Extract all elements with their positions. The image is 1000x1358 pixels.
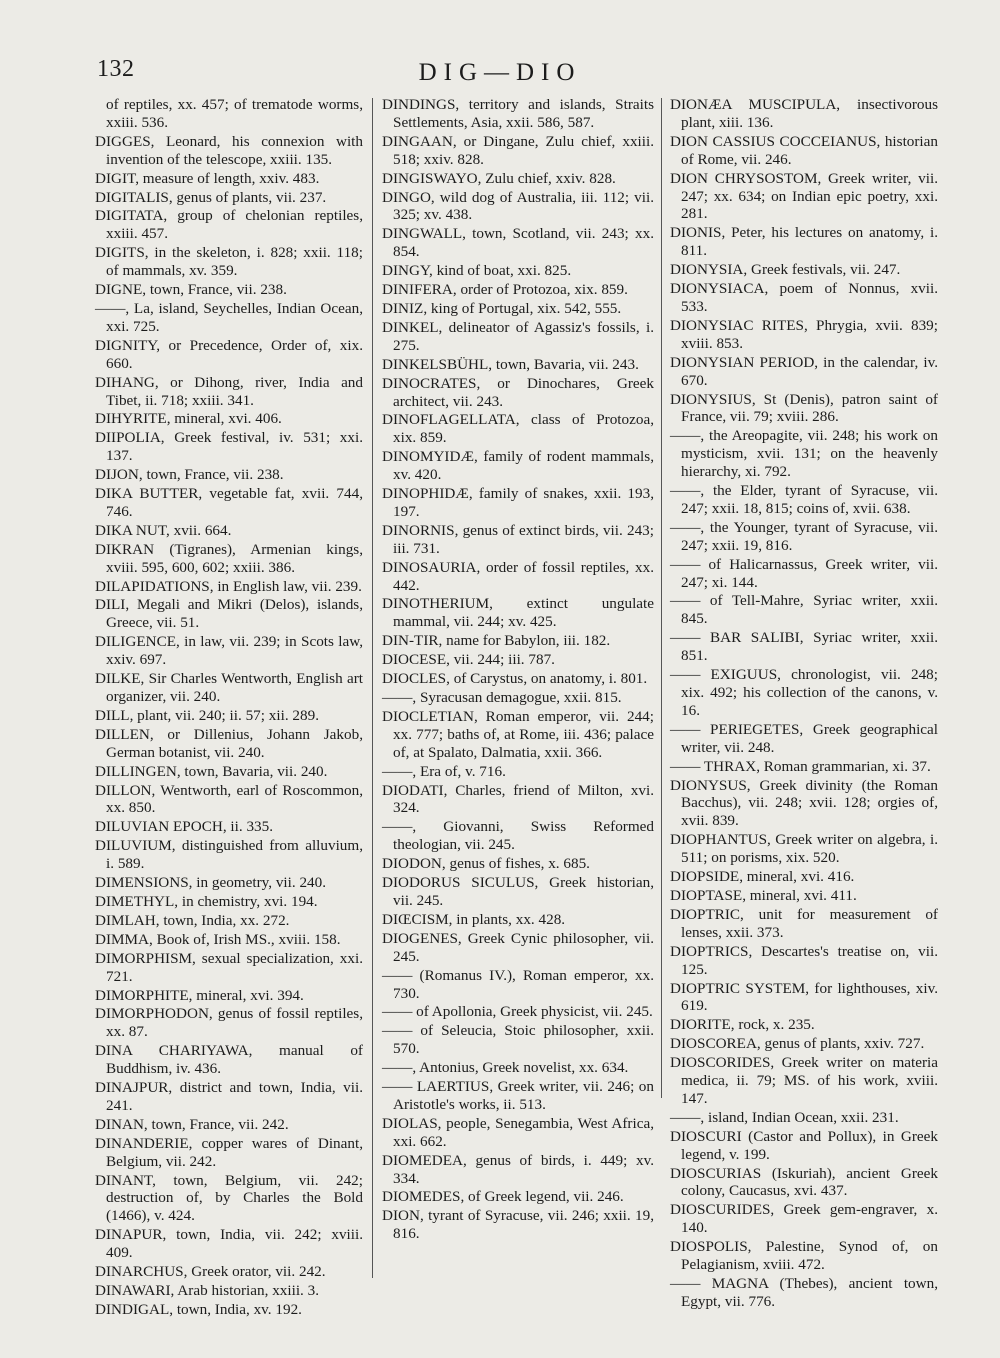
index-entry: DIMMA, Book of, Irish MS., xviii. 158. xyxy=(95,930,341,948)
index-entry: ——, the Younger, tyrant of Syracuse, vii. 247; xxii. 19, 816. xyxy=(670,518,938,554)
index-entry: —— (Romanus IV.), Roman emperor, xx. 730. xyxy=(382,966,654,1002)
index-entry: DILL, plant, vii. 240; ii. 57; xii. 289. xyxy=(95,706,320,724)
index-entry: DINGISWAYO, Zulu chief, xxiv. 828. xyxy=(382,169,616,187)
index-entry: DINANDERIE, copper wares of Dinant, Belgium, vii. 242. xyxy=(95,1134,363,1170)
index-entry: DIGITS, in the skeleton, i. 828; xxii. 118; of mammals, xv. 359. xyxy=(95,244,363,280)
index-entry: —— THRAX, Roman grammarian, xi. 37. xyxy=(670,757,931,775)
index-entry: DILIGENCE, in law, vii. 239; in Scots law, xxiv. 697. xyxy=(95,633,363,669)
index-entry: DIOCLETIAN, Roman emperor, vii. 244; xx. 777; baths of, at Rome, iii. 436; palace of, at Spalato, Dalmatia, xxii. 366. xyxy=(382,707,654,761)
index-entry: DIN-TIR, name for Babylon, iii. 182. xyxy=(382,632,611,650)
index-entry: DINGWALL, town, Scotland, vii. 243; xx. 854. xyxy=(382,225,654,261)
index-entry: DIMETHYL, in chemistry, xvi. 194. xyxy=(95,892,318,910)
index-entry: DIODON, genus of fishes, x. 685. xyxy=(382,855,590,873)
index-entry: of reptiles, xx. 457; of trematode worms, xxiii. 536. xyxy=(106,96,363,131)
index-entry: DIOSCURI (Castor and Pollux), in Greek legend, v. 199. xyxy=(670,1127,938,1163)
index-entry: —— of Tell-Mahre, Syriac writer, xxii. 845. xyxy=(670,592,938,628)
index-entry: DILUVIAN EPOCH, ii. 335. xyxy=(95,818,274,836)
index-entry: DINARCHUS, Greek orator, vii. 242. xyxy=(95,1263,326,1281)
index-entry: —— of Halicarnassus, Greek writer, vii. 247; xi. 144. xyxy=(670,555,938,591)
index-entry: DIJON, town, France, vii. 238. xyxy=(95,466,284,484)
index-entry: DIGIT, measure of length, xxiv. 483. xyxy=(95,169,320,187)
index-entry: DIONYSIACA, poem of Nonnus, xvii. 533. xyxy=(670,280,938,315)
index-entry: DIODATI, Charles, friend of Milton, xvi. 324. xyxy=(382,781,654,817)
page-header xyxy=(0,56,1000,96)
index-entry: DINAJPUR, district and town, India, vii. 241. xyxy=(95,1079,363,1114)
index-entry: DINKEL, delineator of Agassiz's fossils, i. 275. xyxy=(382,318,654,354)
index-entry: DINOPHIDÆ, family of snakes, xxii. 193, 197. xyxy=(382,485,654,520)
index-entry: DION CHRYSOSTOM, Greek writer, vii. 247; xx. 634; on Indian epic poetry, xxi. 281. xyxy=(670,169,938,223)
index-entry: DILI, Megali and Mikri (Delos), islands, Greece, vii. 51. xyxy=(95,596,363,632)
index-entry: ——, Antonius, Greek novelist, xx. 634. xyxy=(382,1059,629,1077)
index-entry: DIGGES, Leonard, his connexion with invention of the telescope, xxiii. 135. xyxy=(95,132,363,168)
index-entry: DINAN, town, France, vii. 242. xyxy=(95,1115,289,1133)
index-entry: DIONYSIUS, St (Denis), patron saint of France, vii. 79; xviii. 286. xyxy=(670,390,938,426)
index-entry: DINORNIS, genus of extinct birds, vii. 243; iii. 731. xyxy=(382,521,654,557)
index-entry: ——, Giovanni, Swiss Reformed theologian, vii. 245. xyxy=(382,818,654,854)
index-entry: DINGY, kind of boat, xxi. 825. xyxy=(382,262,572,280)
index-entry: DIONYSIA, Greek festivals, vii. 247. xyxy=(670,261,901,279)
index-entry: DIOSCURIDES, Greek gem-engraver, x. 140. xyxy=(670,1201,938,1237)
index-entry: —— EXIGUUS, chronologist, vii. 248; xix. 492; his collection of the canons, v. 16. xyxy=(670,666,938,719)
page-number: 132 xyxy=(97,56,135,82)
index-entry: DIOGENES, Greek Cynic philosopher, vii. 245. xyxy=(382,929,654,965)
index-entry: DIOMEDES, of Greek legend, vii. 246. xyxy=(382,1188,624,1206)
index-column-right xyxy=(670,96,938,1312)
index-entry: DIŒCISM, in plants, xx. 428. xyxy=(382,910,566,928)
index-entry: DINANT, town, Belgium, vii. 242; destruction of, by Charles the Bold (1466), v. 424. xyxy=(95,1171,363,1225)
index-entry: DIOLAS, people, Senegambia, West Africa, xxi. 662. xyxy=(382,1114,654,1150)
index-entry: DINGAAN, or Dingane, Zulu chief, xxiii. 518; xxiv. 828. xyxy=(382,132,654,168)
index-entry: —— PERIEGETES, Greek geographical writer, vii. 248. xyxy=(670,720,938,756)
index-entry: DIORITE, rock, x. 235. xyxy=(670,1016,815,1034)
index-entry: DIOCESE, vii. 244; iii. 787. xyxy=(382,651,555,669)
index-entry: DIKA NUT, xvii. 664. xyxy=(95,521,232,539)
index-entry: —— of Seleucia, Stoic philosopher, xxii. 570. xyxy=(382,1022,654,1058)
index-entry: ——, Era of, v. 716. xyxy=(382,762,506,780)
index-entry: DIOPTASE, mineral, xvi. 411. xyxy=(670,886,857,904)
index-entry: DIOPTRIC, unit for measurement of lenses, xxii. 373. xyxy=(670,905,938,941)
running-head: DIG—DIO xyxy=(418,59,582,86)
index-entry: DILUVIUM, distinguished from alluvium, i. 589. xyxy=(95,837,363,873)
index-entry: —— of Apollonia, Greek physicist, vii. 245. xyxy=(382,1003,653,1021)
index-entry: DIONIS, Peter, his lectures on anatomy, i. 811. xyxy=(670,224,938,260)
index-entry: DIMLAH, town, India, xx. 272. xyxy=(95,911,290,929)
index-entry: DINIZ, king of Portugal, xix. 542, 555. xyxy=(382,299,622,317)
index-entry: DIONYSUS, Greek divinity (the Roman Bacchus), vii. 248; xvii. 128; orgies of, xvii. 839. xyxy=(670,776,938,830)
index-entry: DILLON, Wentworth, earl of Roscommon, xx. 850. xyxy=(95,781,363,817)
index-entry: DIOSCURIAS (Iskuriah), ancient Greek colony, Caucasus, xvi. 437. xyxy=(670,1164,938,1200)
index-entry: DIOSCOREA, genus of plants, xxiv. 727. xyxy=(670,1035,925,1053)
index-entry: DIOMEDEA, genus of birds, i. 449; xv. 334. xyxy=(382,1151,654,1187)
index-entry: DIOCLES, of Carystus, on anatomy, i. 801. xyxy=(382,670,648,688)
index-column-middle xyxy=(382,96,654,1244)
index-entry: ——, the Areopagite, vii. 248; his work on mysticism, xvii. 131; on the heavenly hierarchy, xi. 792. xyxy=(670,427,938,481)
index-entry: DIONÆA MUSCIPULA, insectivorous plant, xiii. 136. xyxy=(670,96,938,131)
index-entry: DIKA BUTTER, vegetable fat, xvii. 744, 746. xyxy=(95,485,363,520)
index-entry: DIOSPOLIS, Palestine, Synod of, on Pelagianism, xviii. 472. xyxy=(670,1238,938,1274)
index-entry: DIMORPHITE, mineral, xvi. 394. xyxy=(95,986,304,1004)
index-entry: DINOFLAGELLATA, class of Protozoa, xix. 859. xyxy=(382,411,654,447)
index-entry: DIKRAN (Tigranes), Armenian kings, xviii. 595, 600, 602; xxiii. 386. xyxy=(95,540,363,576)
index-entry: DIMORPHISM, sexual specialization, xxi. 721. xyxy=(95,949,363,985)
column-divider xyxy=(372,98,373,1278)
index-entry: ——, Syracusan demagogue, xxii. 815. xyxy=(382,689,622,706)
index-entry: DINOCRATES, or Dinochares, Greek architect, vii. 243. xyxy=(382,374,654,410)
index-entry: DIGNITY, or Precedence, Order of, xix. 660. xyxy=(95,336,363,372)
index-entry: DIONYSIAC RITES, Phrygia, xvii. 839; xviii. 853. xyxy=(670,316,938,352)
index-entry: —— LAERTIUS, Greek writer, vii. 246; on Aristotle's works, ii. 513. xyxy=(382,1078,654,1113)
index-entry: DIOPHANTUS, Greek writer on algebra, i. 511; on porisms, xix. 520. xyxy=(670,831,938,867)
index-entry: DILAPIDATIONS, in English law, vii. 239. xyxy=(95,577,362,595)
index-entry: DILKE, Sir Charles Wentworth, English art organizer, vii. 240. xyxy=(95,670,363,705)
index-entry: DINOMYIDÆ, family of rodent mammals, xv. 420. xyxy=(382,448,654,484)
index-entry: DION, tyrant of Syracuse, vii. 246; xxii. 19, 816. xyxy=(382,1207,654,1243)
index-entry: ——, La, island, Seychelles, Indian Ocean, xxi. 725. xyxy=(95,299,363,335)
index-entry: DINGO, wild dog of Australia, iii. 112; vii. 325; xv. 438. xyxy=(382,188,654,224)
index-entry: DINOSAURIA, order of fossil reptiles, xx. 442. xyxy=(382,558,654,594)
index-entry: DIHANG, or Dihong, river, India and Tibet, ii. 718; xxiii. 341. xyxy=(95,373,363,409)
index-entry: DINA CHARIYAWA, manual of Buddhism, iv. 436. xyxy=(95,1042,363,1078)
index-entry: DION CASSIUS COCCEIANUS, historian of Rome, vii. 246. xyxy=(670,132,938,168)
index-entry: DIONYSIAN PERIOD, in the calendar, iv. 670. xyxy=(670,353,938,389)
index-column-left xyxy=(95,96,363,1320)
index-entry: DINDIGAL, town, India, xv. 192. xyxy=(95,1300,302,1318)
index-entry: DINKELSBÜHL, town, Bavaria, vii. 243. xyxy=(382,355,639,373)
index-entry: DIODORUS SICULUS, Greek historian, vii. 245. xyxy=(382,874,654,909)
index-entry: DIMORPHODON, genus of fossil reptiles, xx. 87. xyxy=(95,1005,363,1041)
index-entry: DIGNE, town, France, vii. 238. xyxy=(95,281,287,299)
index-entry: DINAWARI, Arab historian, xxiii. 3. xyxy=(95,1282,320,1299)
column-divider xyxy=(661,98,662,1098)
index-entry: DIOSCORIDES, Greek writer on materia medica, ii. 79; MS. of his work, xviii. 147. xyxy=(670,1054,938,1107)
index-entry: DIIPOLIA, Greek festival, iv. 531; xxi. 137. xyxy=(95,429,363,465)
index-entry: DINDINGS, territory and islands, Straits Settlements, Asia, xxii. 586, 587. xyxy=(382,96,654,131)
index-entry: —— BAR SALIBI, Syriac writer, xxii. 851. xyxy=(670,629,938,665)
index-entry: DIGITATA, group of chelonian reptiles, xxiii. 457. xyxy=(95,207,363,243)
index-entry: DINOTHERIUM, extinct ungulate mammal, vii. 244; xv. 425. xyxy=(382,595,654,631)
index-entry: DIOPTRIC SYSTEM, for lighthouses, xiv. 619. xyxy=(670,979,938,1015)
index-entry: DIOPSIDE, mineral, xvi. 416. xyxy=(670,868,855,886)
index-entry: ——, island, Indian Ocean, xxii. 231. xyxy=(670,1108,899,1126)
index-entry: DILLEN, or Dillenius, Johann Jakob, German botanist, vii. 240. xyxy=(95,725,363,761)
index-entry: DILLINGEN, town, Bavaria, vii. 240. xyxy=(95,762,328,780)
index-entry: DIHYRITE, mineral, xvi. 406. xyxy=(95,410,282,428)
index-entry: DIMENSIONS, in geometry, vii. 240. xyxy=(95,874,327,892)
index-entry: ——, the Elder, tyrant of Syracuse, vii. 247; xxii. 18, 815; coins of, xvii. 638. xyxy=(670,482,938,517)
index-entry: —— MAGNA (Thebes), ancient town, Egypt, vii. 776. xyxy=(670,1275,938,1310)
index-entry: DINAPUR, town, India, vii. 242; xviii. 409. xyxy=(95,1226,363,1262)
index-entry: DINIFERA, order of Protozoa, xix. 859. xyxy=(382,281,628,299)
index-entry: DIOPTRICS, Descartes's treatise on, vii. 125. xyxy=(670,942,938,978)
index-entry: DIGITALIS, genus of plants, vii. 237. xyxy=(95,188,327,206)
